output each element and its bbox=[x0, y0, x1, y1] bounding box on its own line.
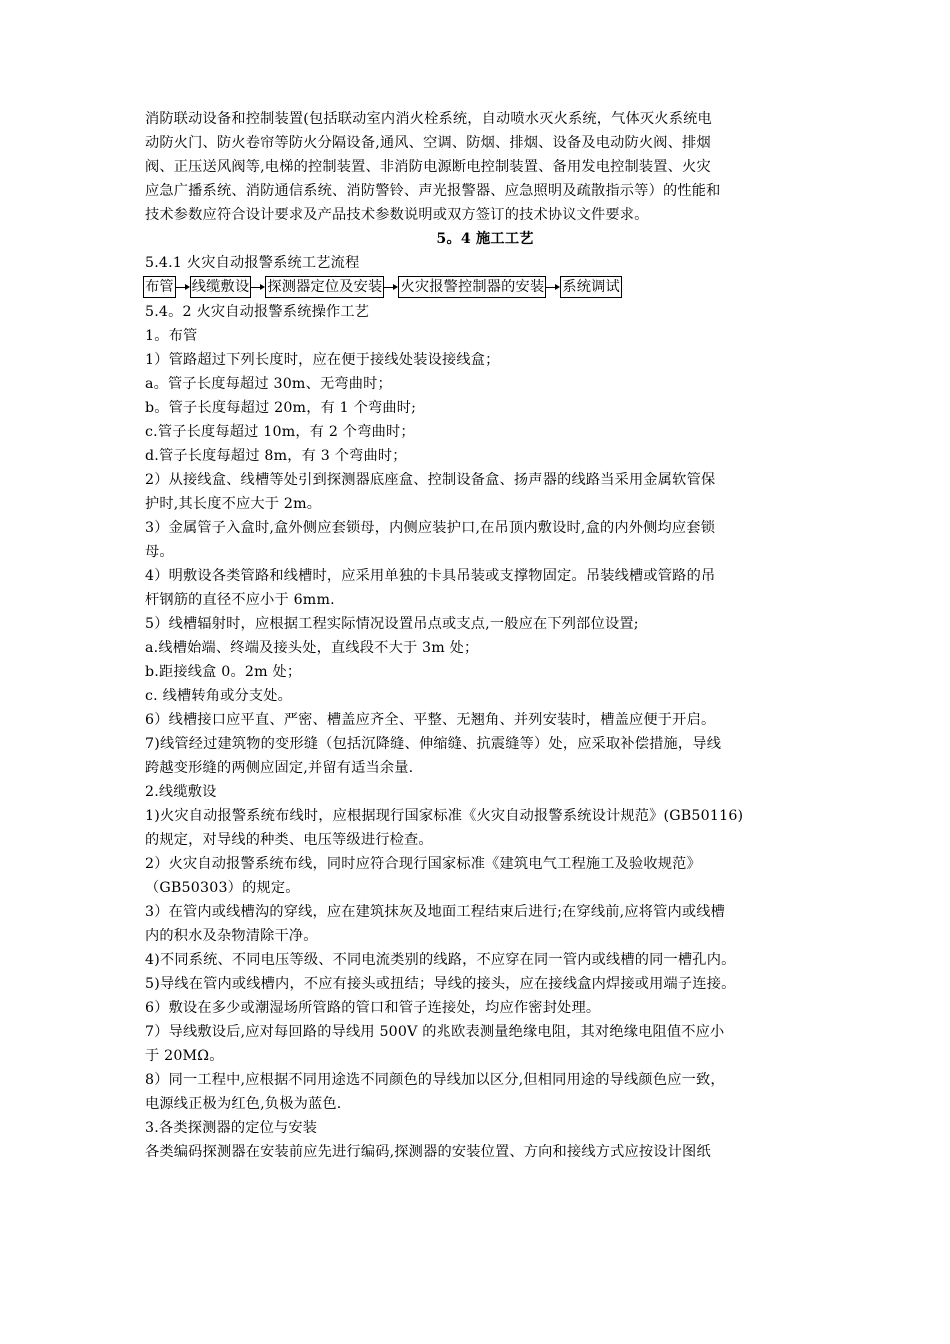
text-line: 动防火门、防火卷帘等防火分隔设备,通风、空调、防烟、排烟、设备及电动防火阀、排烟 bbox=[145, 135, 711, 151]
arrow-right-icon bbox=[384, 277, 398, 297]
arrow-right-icon bbox=[251, 277, 265, 297]
text-line: 技术参数应符合设计要求及产品技术参数说明或双方签订的技术协议文件要求。 bbox=[145, 207, 649, 223]
text-line: （GB50303）的规定。 bbox=[145, 880, 300, 896]
flow-step-5: 系统调试 bbox=[560, 276, 622, 298]
text-line: 7)线管经过建筑物的变形缝（包括沉降缝、伸缩缝、抗震缝等）处，应采取补偿措施，导线 bbox=[145, 736, 722, 752]
text-line: 4）明敷设各类管路和线槽时，应采用单独的卡具吊装或支撑物固定。吊装线槽或管路的吊 bbox=[145, 568, 716, 584]
text-line: a。管子长度每超过 30m、无弯曲时； bbox=[145, 376, 392, 392]
text-line: 1）管路超过下列长度时，应在便于接线处装设接线盒； bbox=[145, 352, 500, 368]
text-line: 5）线槽辐射时，应根据工程实际情况设置吊点或支点,一般应在下列部位设置; bbox=[145, 616, 639, 632]
flow-step-1: 布管 bbox=[143, 276, 176, 298]
text-line: 5)导线在管内或线槽内，不应有接头或扭结；导线的接头，应在接线盒内焊接或用端子连接。 bbox=[145, 976, 736, 992]
text-line: 3.各类探测器的定位与安装 bbox=[145, 1120, 318, 1136]
text-line: 6）敷设在多少或潮湿场所管路的管口和管子连接处，均应作密封处理。 bbox=[145, 1000, 601, 1016]
text-line: 阀、正压送风阀等,电梯的控制装置、非消防电源断电控制装置、备用发电控制装置、火灾 bbox=[145, 159, 711, 175]
text-line: c. 线槽转角或分支处。 bbox=[145, 688, 293, 704]
text-line: 1)火灾自动报警系统布线时，应根据现行国家标准《火灾自动报警系统设计规范》(GB50116) bbox=[145, 808, 744, 824]
arrow-right-icon bbox=[176, 277, 190, 297]
text-line: 2）火灾自动报警系统布线，同时应符合现行国家标准《建筑电气工程施工及验收规范》 bbox=[145, 856, 701, 872]
text-line: 6）线槽接口应平直、严密、槽盖应齐全、平整、无翘角、并列安装时，槽盖应便于开启。 bbox=[145, 712, 716, 728]
text-line: 4)不同系统、不同电压等级、不同电流类别的线路，不应穿在同一管内或线槽的同一槽孔内。 bbox=[145, 952, 736, 968]
text-line: c.管子长度每超过 10m，有 2 个弯曲时； bbox=[145, 424, 415, 440]
text-line: b。管子长度每超过 20m，有 1 个弯曲时; bbox=[145, 400, 417, 416]
text-line: d.管子长度每超过 8m，有 3 个弯曲时； bbox=[145, 448, 407, 464]
text-line: 3）金属管子入盒时,盒外侧应套锁母，内侧应装护口,在吊顶内敷设时,盒的内外侧均应套锁 bbox=[145, 520, 716, 536]
text-line: 杆钢筋的直径不应小于 6mm. bbox=[145, 592, 335, 608]
text-line: 应急广播系统、消防通信系统、消防警铃、声光报警器、应急照明及疏散指示等）的性能和 bbox=[145, 183, 721, 199]
flow-step-4: 火灾报警控制器的安装 bbox=[398, 276, 546, 298]
process-flow bbox=[143, 275, 622, 299]
text-line: 内的积水及杂物清除干净。 bbox=[145, 928, 318, 944]
text-line: 2.线缆敷设 bbox=[145, 784, 217, 800]
section-heading: 5。4 施工工艺 bbox=[436, 231, 534, 247]
text-line: 各类编码探测器在安装前应先进行编码,探测器的安装位置、方向和接线方式应按设计图纸 bbox=[145, 1144, 711, 1160]
text-line: 消防联动设备和控制装置(包括联动室内消火栓系统，自动喷水灭火系统，气体灭火系统电 bbox=[145, 111, 712, 127]
text-line: 电源线正极为红色,负极为蓝色. bbox=[145, 1096, 342, 1112]
flow-title: 5.4.1 火灾自动报警系统工艺流程 bbox=[145, 255, 360, 271]
text-line: 护时,其长度不应大于 2m。 bbox=[145, 496, 322, 512]
text-line: 2）从接线盒、线槽等处引到探测器底座盒、控制设备盒、扬声器的线路当采用金属软管保 bbox=[145, 472, 716, 488]
text-line: 的规定，对导线的种类、电压等级进行检查。 bbox=[145, 832, 433, 848]
text-line: 1。布管 bbox=[145, 328, 198, 344]
text-line: 3）在管内或线槽沟的穿线，应在建筑抹灰及地面工程结束后进行;在穿线前,应将管内或线槽 bbox=[145, 904, 726, 920]
text-line: 母。 bbox=[145, 544, 174, 560]
arrow-right-icon bbox=[546, 277, 560, 297]
text-line: a.线槽始端、终端及接头处，直线段不大于 3m 处； bbox=[145, 640, 479, 656]
text-line: 于 20MΩ。 bbox=[145, 1048, 224, 1064]
text-line: 7）导线敷设后,应对每回路的导线用 500V 的兆欧表测量绝缘电阻，其对绝缘电阻值不应小 bbox=[145, 1024, 725, 1040]
text-line: 8）同一工程中,应根据不同用途选不同颜色的导线加以区分,但相同用途的导线颜色应一致， bbox=[145, 1072, 725, 1088]
flow-step-3: 探测器定位及安装 bbox=[265, 276, 384, 298]
text-line: 跨越变形缝的两侧应固定,并留有适当余量. bbox=[145, 760, 414, 776]
flow-step-2: 线缆敷设 bbox=[190, 276, 252, 298]
text-line: b.距接线盒 0。2m 处； bbox=[145, 664, 302, 680]
text-line: 5.4。2 火灾自动报警系统操作工艺 bbox=[145, 304, 370, 320]
